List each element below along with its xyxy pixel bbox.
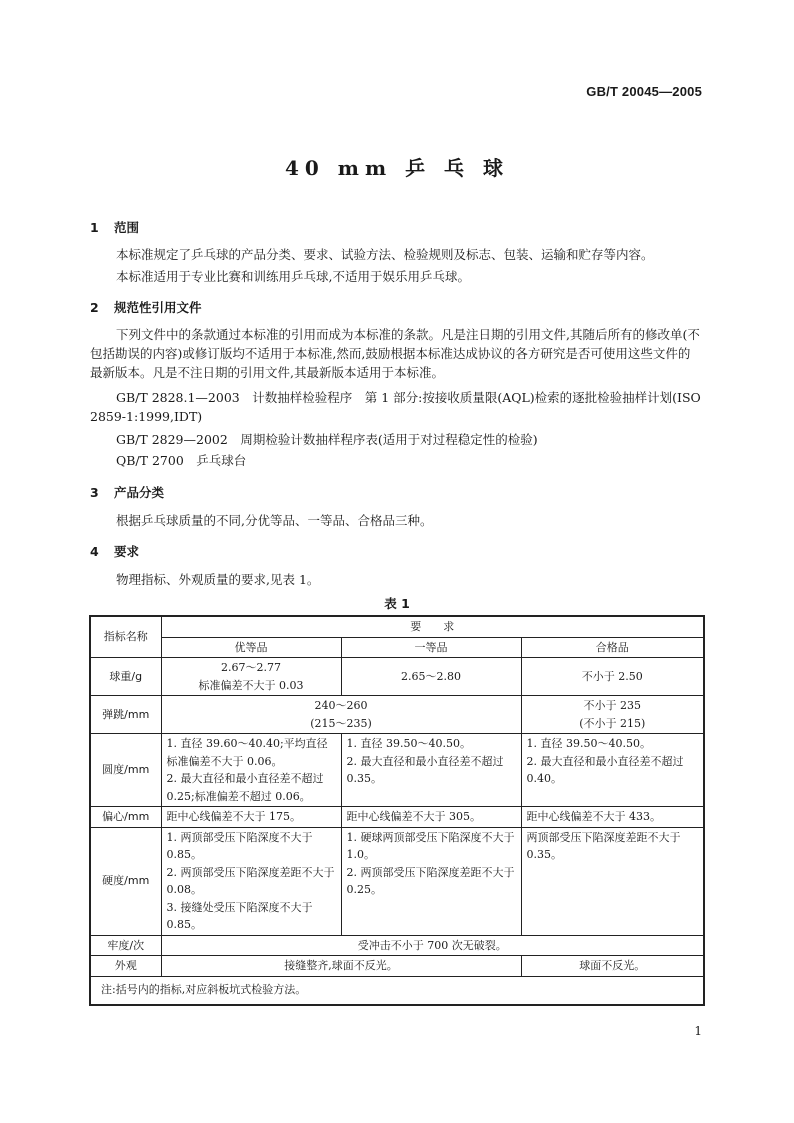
standard-number: GB/T 20045—2005 [586, 84, 702, 99]
cell-roundness-g3: 1. 直径 39.50～40.50。 2. 最大直径和最小直径差不超过 0.40。 [521, 734, 704, 807]
section-1-heading [90, 218, 139, 236]
cell-weight-g1 [161, 658, 341, 696]
cell-bounce-g3 [521, 696, 704, 734]
table-row-hardness [90, 827, 704, 935]
cell-bounce-g12 [161, 696, 521, 734]
row-label: 偏心/mm [90, 807, 161, 828]
row-label: 硬度/mm [90, 827, 161, 935]
header-grade-first: 一等品 [341, 637, 521, 658]
cell-roundness-g1: 1. 直径 39.60～40.40;平均直径标准偏差不大于 0.06。 2. 最大直径和最小直径差不超过 0.25;标准偏差不超过 0.06。 [161, 734, 341, 807]
table-row-note [90, 976, 704, 1005]
cell-line: 不小于 235 [583, 699, 641, 712]
requirements-table [89, 615, 705, 1006]
table-row-weight [90, 658, 704, 696]
s2-ref-3: QB/T 2700 乒乓球台 [116, 453, 247, 468]
s4-para: 物理指标、外观质量的要求,见表 1。 [116, 572, 320, 587]
cell-line: 240～260 [314, 699, 368, 712]
page-number: 1 [694, 1024, 702, 1038]
section-3-heading [90, 483, 164, 501]
header-index-name: 指标名称 [90, 616, 161, 658]
cell-weight-g3: 不小于 2.50 [521, 658, 704, 696]
cell-hardness-g2: 1. 硬球两顶部受压下陷深度不大于 1.0。 2. 两顶部受压下陷深度差距不大于 0.25。 [341, 827, 521, 935]
row-label: 圆度/mm [90, 734, 161, 807]
cell-hardness-g3: 两顶部受压下陷深度差距不大于 0.35。 [521, 827, 704, 935]
table-row-appearance [90, 956, 704, 977]
s2-ref-1: GB/T 2828.1—2003 计数抽样检验程序 第 1 部分:按接收质量限(AQL)检索的逐批检验抽样计划(ISO 2859-1:1999,IDT) [90, 390, 701, 424]
section-number: 4 [90, 544, 99, 559]
s2-ref-2: GB/T 2829—2002 周期检验计数抽样程序表(适用于对过程稳定性的检验) [116, 432, 538, 447]
table-grade-row [90, 637, 704, 658]
cell-durability-all: 受冲击不小于 700 次无破裂。 [161, 935, 704, 956]
header-requirements: 要 求 [161, 616, 704, 637]
table-row-roundness [90, 734, 704, 807]
table-header-row [90, 616, 704, 637]
table-row-bounce [90, 696, 704, 734]
section-number: 2 [90, 300, 99, 315]
cell-roundness-g2: 1. 直径 39.50～40.50。 2. 最大直径和最小直径差不超过 0.35。 [341, 734, 521, 807]
table-caption: 表 1 [384, 596, 410, 611]
header-grade-qualified: 合格品 [521, 637, 704, 658]
cell-hardness-g1: 1. 两顶部受压下陷深度不大于 0.85。 2. 两顶部受压下陷深度差距不大于 0.08。 3. 接缝处受压下陷深度不大于 0.85。 [161, 827, 341, 935]
cell-appearance-g3: 球面不反光。 [521, 956, 704, 977]
section-4-heading [90, 542, 139, 560]
s1-para-2: 本标准适用于专业比赛和训练用乒乓球,不适用于娱乐用乒乓球。 [116, 269, 470, 284]
cell-line: 2.67～2.77 [221, 661, 281, 674]
table-row-durability [90, 935, 704, 956]
section-2-heading [90, 298, 202, 316]
section-title: 要求 [114, 544, 140, 559]
row-label: 弹跳/mm [90, 696, 161, 734]
cell-eccentric-g2: 距中心线偏差不大于 305。 [341, 807, 521, 828]
cell-eccentric-g1: 距中心线偏差不大于 175。 [161, 807, 341, 828]
document-title: 40 mm 乒 乓 球 [284, 156, 509, 180]
section-title: 规范性引用文件 [114, 300, 202, 315]
cell-line: (215～235) [310, 716, 372, 730]
table-note: 注:括号内的指标,对应斜板坑式检验方法。 [90, 976, 704, 1005]
row-label: 球重/g [90, 658, 161, 696]
cell-line: (不小于 215) [579, 716, 646, 730]
section-title: 范围 [114, 220, 140, 235]
table-row-eccentric [90, 807, 704, 828]
s2-intro: 下列文件中的条款通过本标准的引用而成为本标准的条款。凡是注日期的引用文件,其随后所有的修改单(不包括勘误的内容)或修订版均不适用于本标准,然而,鼓励根据本标准达成协议的各方研究是否可使用这些文件的最新版本。凡是不注日期的引用文件,其最新版本适用于本标准。 [90, 327, 700, 380]
cell-appearance-g12: 接缝整齐,球面不反光。 [161, 956, 521, 977]
section-title: 产品分类 [114, 485, 165, 500]
cell-line: 标准偏差不大于 0.03 [198, 678, 304, 692]
s1-para-1: 本标准规定了乒乓球的产品分类、要求、试验方法、检验规则及标志、包装、运输和贮存等内容。 [116, 247, 654, 262]
cell-eccentric-g3: 距中心线偏差不大于 433。 [521, 807, 704, 828]
s3-para: 根据乒乓球质量的不同,分优等品、一等品、合格品三种。 [116, 513, 433, 528]
section-number: 3 [90, 485, 99, 500]
row-label: 牢度/次 [90, 935, 161, 956]
header-grade-premium: 优等品 [161, 637, 341, 658]
row-label: 外观 [90, 956, 161, 977]
cell-weight-g2: 2.65～2.80 [341, 658, 521, 696]
section-number: 1 [90, 220, 99, 235]
